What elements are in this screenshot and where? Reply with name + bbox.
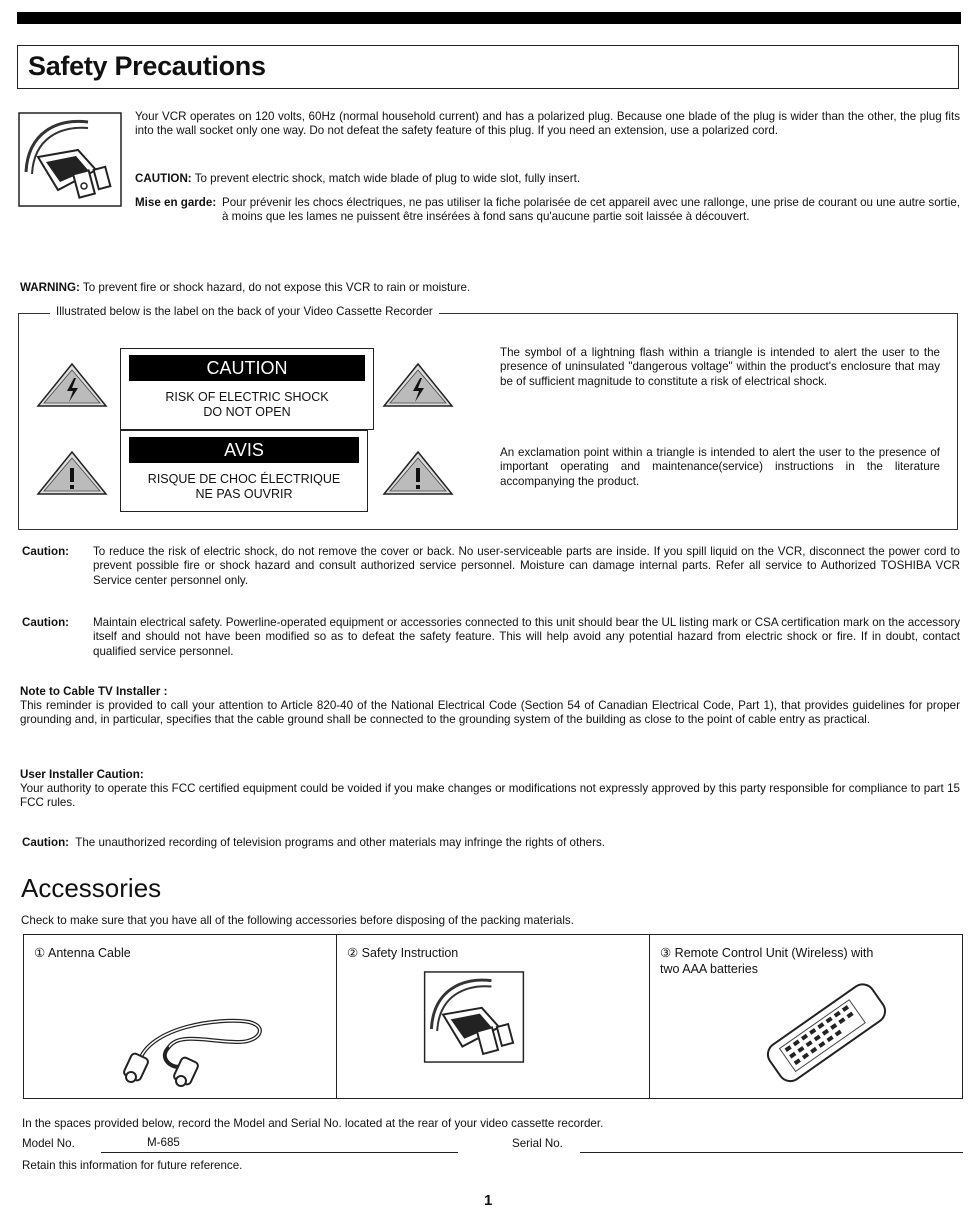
plug-caution: [135, 172, 960, 186]
accessory-cell: [24, 935, 337, 1098]
serial-field-line: [580, 1152, 963, 1153]
warning-label: WARNING:: [20, 281, 80, 294]
serial-label: Serial No.: [512, 1137, 563, 1150]
recording-caution: [22, 836, 952, 850]
model-field-line: [101, 1152, 458, 1153]
accessories-table: [23, 934, 963, 1099]
exclamation-triangle-icon: [382, 450, 454, 496]
accessory-cell: [650, 935, 963, 1098]
mise-label: Mise en garde:: [135, 196, 217, 209]
accessory-label: ② Safety Instruction: [347, 946, 459, 960]
avis-line-1: RISQUE DE CHOC ÉLECTRIQUE: [147, 472, 341, 486]
warning-line: [20, 281, 950, 295]
title-box: [17, 45, 959, 89]
mise-text: Pour prévenir les chocs électriques, ne pas utiliser la fiche polarisée de cet appareil avec une rallonge, une prise de courant ou une autre sortie, à moins que les lames ne puissent être insérées à fond sans qu'aucune partie soit laissée à découvert.: [222, 196, 960, 224]
caution-heading: CAUTION: [129, 355, 365, 381]
warning-text: To prevent fire or shock hazard, do not expose this VCR to rain or moisture.: [82, 281, 471, 294]
retain-note: Retain this information for future reference.: [22, 1159, 243, 1172]
user-caution-text: Your authority to operate this FCC certified equipment could be voided if you make changes or modifications not expressly approved by this party responsible for compliance to part 15 FCC rules.: [20, 782, 960, 810]
caution-1-text: To reduce the risk of electric shock, do not remove the cover or back. No user-serviceable parts are inside. If you spill liquid on the VCR, disconnect the power cord to prevent possible fire or shock hazard and consult authorized service personnel. Moisture can damage internal parts. Refer all service to Authorized TOSHIBA VCR Service center personnel only.: [93, 545, 960, 587]
page-title: Safety Precautions: [28, 51, 266, 81]
model-label: Model No.: [22, 1137, 75, 1150]
polarized-plug-illustration: [18, 112, 122, 207]
recording-caution-text: The unauthorized recording of television programs and other materials may infringe the rights of others.: [75, 836, 605, 849]
caution-label-box: [120, 348, 374, 430]
exclamation-description: An exclamation point within a triangle is intended to alert the user to the presence of important operating and maintenance(service) instructions in the literature accompanying the product.: [500, 446, 940, 488]
cable-note-heading: Note to Cable TV Installer :: [20, 685, 168, 698]
accessory-cell: [337, 935, 650, 1098]
label-legend: Illustrated below is the label on the back of your Video Cassette Recorder: [50, 305, 439, 318]
accessories-title: Accessories: [21, 873, 162, 903]
page-number: 1: [484, 1192, 493, 1209]
avis-label-box: [120, 430, 368, 512]
accessories-intro: Check to make sure that you have all of the following accessories before disposing of the packing materials.: [21, 914, 574, 927]
caution-1-label: Caution:: [22, 545, 70, 558]
caution-line-2: DO NOT OPEN: [203, 405, 291, 419]
lightning-triangle-icon: [36, 362, 108, 408]
caution-label: CAUTION:: [135, 172, 192, 185]
safety-plug-icon: [419, 971, 529, 1063]
lightning-triangle-icon: [382, 362, 454, 408]
caution-2-label: Caution:: [22, 616, 70, 629]
avis-heading: AVIS: [129, 437, 359, 463]
user-caution-heading: User Installer Caution:: [20, 768, 144, 781]
caution-line-1: RISK OF ELECTRIC SHOCK: [165, 390, 329, 404]
top-rule: [17, 12, 961, 24]
exclamation-triangle-icon: [36, 450, 108, 496]
recording-caution-label: Caution:: [22, 836, 70, 849]
record-intro: In the spaces provided below, record the Model and Serial No. located at the rear of your video cassette recorder.: [22, 1117, 604, 1130]
accessory-label: ③ Remote Control Unit (Wireless) with two AAA batteries: [660, 946, 874, 976]
caution-2-text: Maintain electrical safety. Powerline-operated equipment or accessories connected to this unit should bear the UL listing mark or CSA certification mark on the accessory itself and should not have been modified so as to defeat the safety feature. This will help avoid any potential hazard from electric shock or fire. If in doubt, contact qualified service personnel.: [93, 616, 960, 658]
cable-note-text: This reminder is provided to call your attention to Article 820-40 of the National Electrical Code (Section 54 of Canadian Electrical Code, Part 1), that provides guidelines for proper grounding and, in particular, specifies that the cable ground shall be connected to the grounding system of the building as close to the point of cable entry as practical.: [20, 699, 960, 727]
lightning-description: The symbol of a lightning flash within a triangle is intended to alert the user to the presence of uninsulated "dangerous voltage" within the product's enclosure that may be of sufficient magnitude to constitute a risk of electrical shock.: [500, 346, 940, 388]
model-value: M-685: [147, 1136, 180, 1149]
plug-intro: Your VCR operates on 120 volts, 60Hz (normal household current) and has a polarized plug. Because one blade of the plug is wider than the other, the plug fits into the wall socket only one way. Do not defeat the safety feature of this plug. If you need an extension, use a polarized cord.: [135, 110, 960, 138]
remote-control-icon: [750, 975, 900, 1095]
caution-text: To prevent electric shock, match wide blade of plug to wide slot, fully insert.: [194, 172, 581, 185]
accessory-label: ① Antenna Cable: [34, 946, 131, 960]
avis-line-2: NE PAS OUVRIR: [195, 487, 293, 501]
antenna-cable-icon: [99, 987, 279, 1087]
